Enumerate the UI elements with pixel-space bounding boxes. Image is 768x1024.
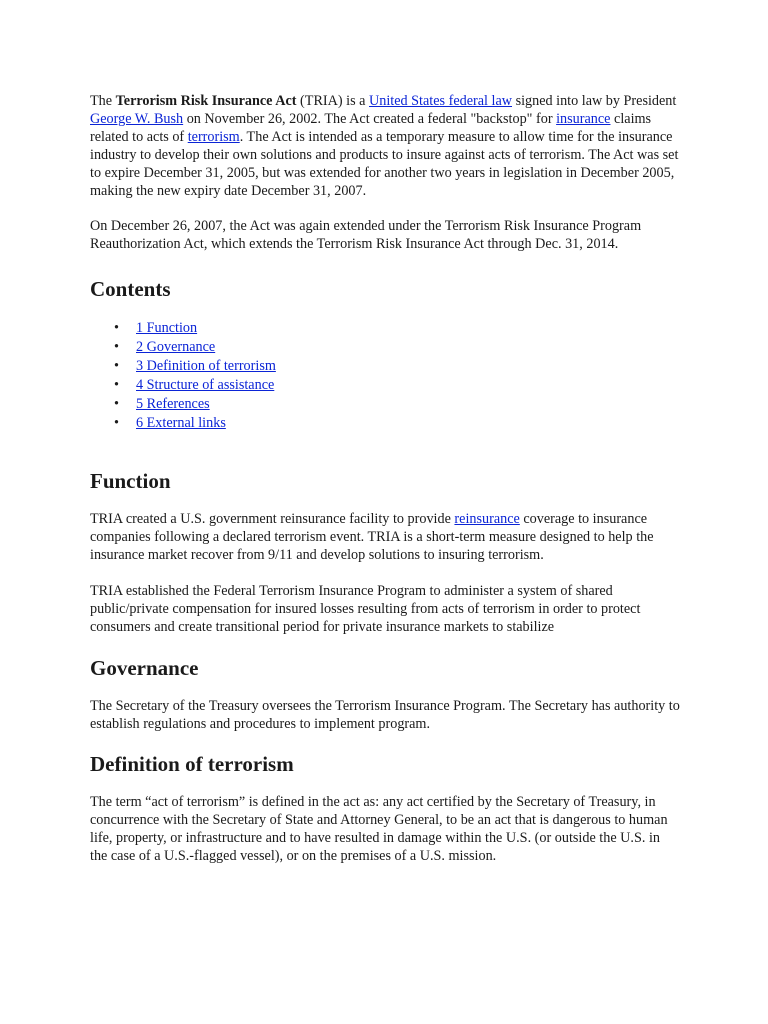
toc-link-definition-of-terrorism[interactable]: 3 Definition of terrorism (136, 358, 276, 374)
bullet-icon: • (114, 320, 119, 336)
intro-paragraph-2: On December 26, 2007, the Act was again extended under the Terrorism Risk Insurance Program Reauthorization Act, which extends the Terrorism Risk Insurance Act through Dec. 31, 2014. (90, 218, 642, 252)
governance-paragraph: The Secretary of the Treasury oversees the Terrorism Insurance Program. The Secretary has authority to establish regulations and procedures to implement program. (90, 698, 680, 732)
toc-item (114, 414, 680, 433)
link-united-states-federal-law[interactable]: United States federal law (369, 93, 513, 109)
link-terrorism[interactable]: terrorism (187, 129, 240, 145)
intro-text-3: signed into law by President (512, 93, 677, 109)
bullet-icon: • (114, 358, 119, 374)
definition-paragraph: The term “act of terrorism” is defined in the act as: any act certified by the Secretary of Treasury, in concurrence with the Secretary of State and Attorney General, to be an act that is dangerous to human life, property, or infrastructure and to have resulted in damage within the U.S. (or outside the U.S. in the case of a U.S.-flagged vessel), or on the premises of a U.S. mission. (90, 794, 668, 864)
function-text-1: TRIA created a U.S. government reinsurance facility to provide (90, 511, 455, 527)
bullet-icon: • (114, 396, 119, 412)
intro-text-6: . The Act is intended as a temporary measure to allow time for the insurance industry to develop their own solutions and products to insure against acts of terrorism. The Act was set to expire December 31, 2005, but was extended for another two years in legislation in December 2005, making the new expiry date December 31, 2007. (90, 129, 679, 199)
function-text-2: coverage to insurance companies following a declared terrorism event. TRIA is a short-term measure designed to help the insurance market recover from 9/11 and develop solutions to insuring terrorism. (90, 511, 654, 563)
intro-text-4: on November 26, 2002. The Act created a federal "backstop" for (183, 111, 557, 127)
intro-text-5: claims related to acts of (90, 111, 652, 145)
toc-link-function[interactable]: 1 Function (136, 320, 198, 336)
intro-text-1: The (90, 93, 116, 109)
bullet-icon: • (114, 415, 119, 431)
function-paragraph-2: TRIA established the Federal Terrorism Insurance Program to administer a system of shared public/private compensation for insured losses resulting from acts of terrorism in order to protect consumers and create transitional period for private insurance markets to stabilize (90, 583, 641, 635)
contents-heading: Contents (90, 277, 171, 301)
toc-link-external-links[interactable]: 6 External links (136, 415, 226, 431)
toc-item (114, 319, 680, 338)
link-insurance[interactable]: insurance (556, 111, 611, 127)
intro-paragraph-1 (90, 92, 680, 200)
function-paragraph-1 (90, 510, 680, 564)
link-reinsurance[interactable]: reinsurance (454, 511, 520, 527)
function-heading: Function (90, 469, 171, 493)
definition-heading: Definition of terrorism (90, 752, 294, 776)
toc-item (114, 357, 680, 376)
bullet-icon: • (114, 339, 119, 355)
governance-heading: Governance (90, 656, 199, 680)
article-title-bold: Terrorism Risk Insurance Act (115, 93, 297, 109)
bullet-icon: • (114, 377, 119, 393)
table-of-contents (90, 319, 680, 433)
toc-link-structure-of-assistance[interactable]: 4 Structure of assistance (136, 377, 275, 393)
link-george-w-bush[interactable]: George W. Bush (90, 111, 184, 127)
toc-item (114, 395, 680, 414)
toc-item (114, 376, 680, 395)
article-body (90, 92, 680, 865)
toc-link-governance[interactable]: 2 Governance (136, 339, 216, 355)
toc-item (114, 338, 680, 357)
toc-link-references[interactable]: 5 References (136, 396, 210, 412)
intro-text-2: (TRIA) is a (296, 93, 369, 109)
